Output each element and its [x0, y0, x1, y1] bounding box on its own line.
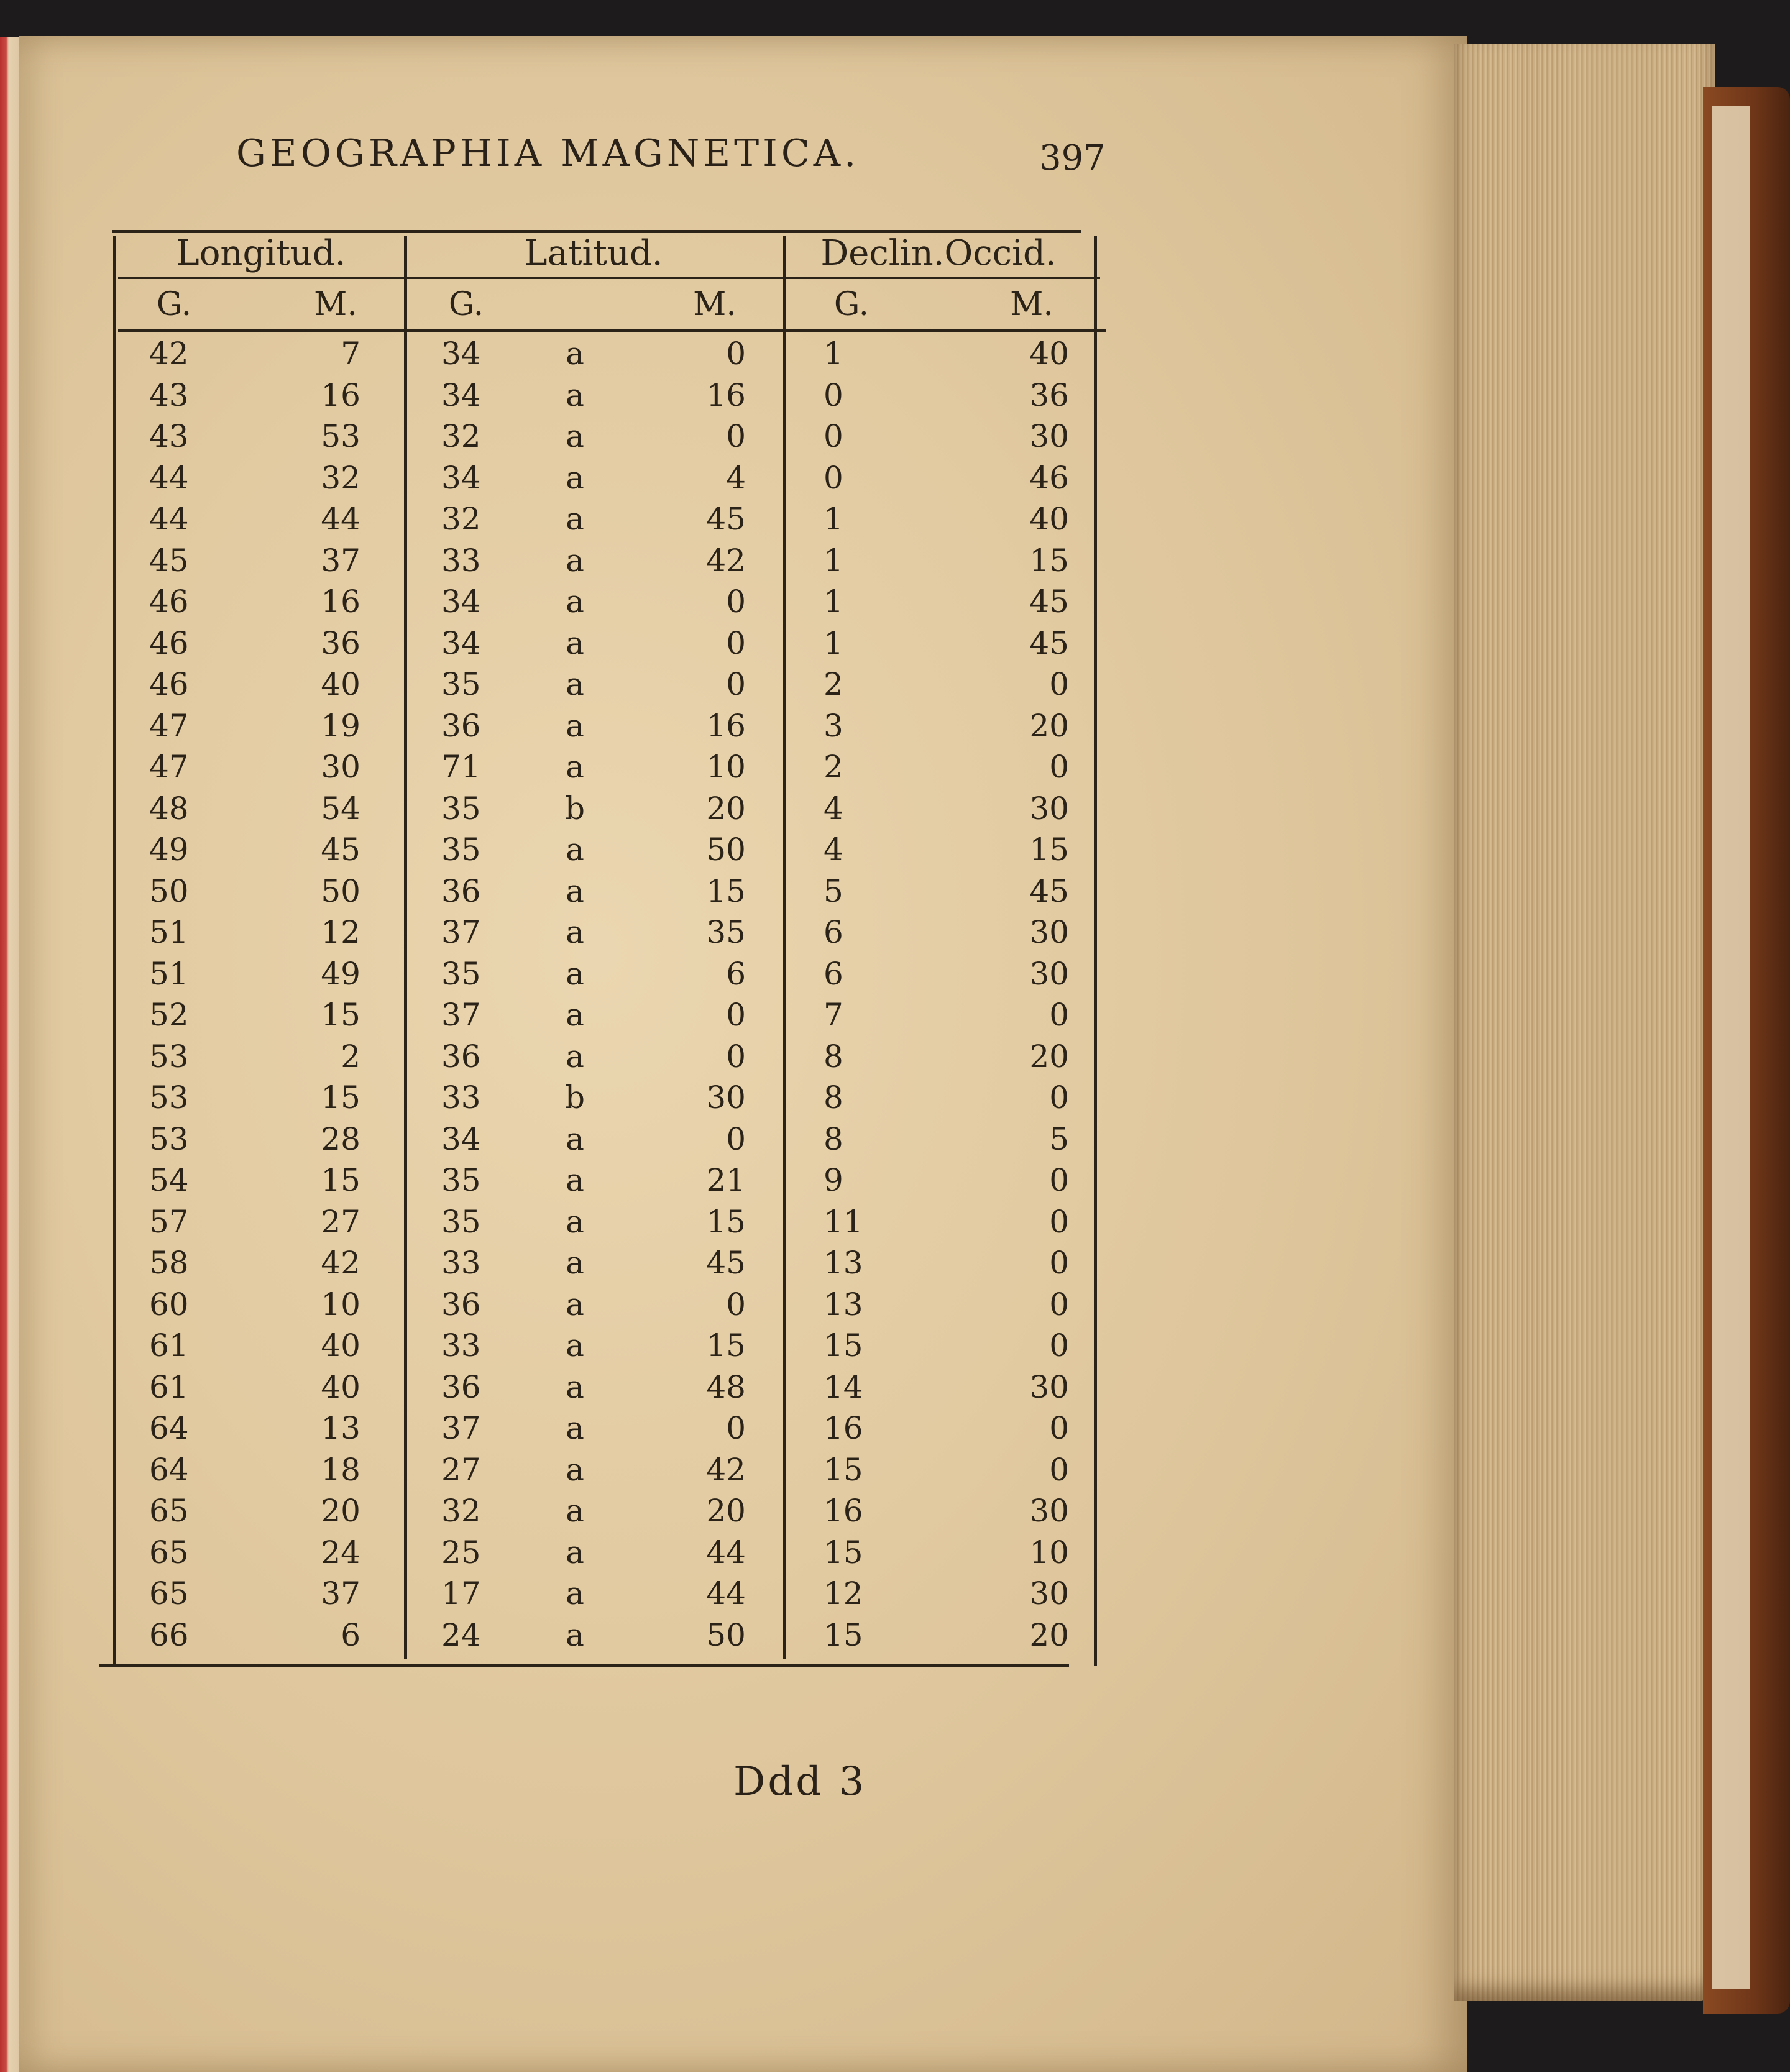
cell-longitude-m: 50 [321, 873, 360, 909]
cell-latitude-g: 36 [441, 707, 481, 744]
cell-declination-g: 6 [824, 955, 843, 992]
cell-declination-m: 5 [1049, 1121, 1069, 1157]
cell-declination-g: 7 [824, 997, 843, 1033]
cell-latitude-m: 0 [726, 666, 746, 702]
cell-longitude-m: 27 [321, 1203, 360, 1240]
cell-latitude-g: 36 [441, 1286, 481, 1323]
cell-declination-m: 0 [1049, 1203, 1069, 1240]
cell-longitude-g: 53 [149, 1080, 189, 1116]
cell-longitude-g: 46 [149, 666, 189, 702]
cell-latitude-m: 42 [706, 542, 746, 579]
header-longitude: Longitud. [176, 233, 346, 273]
cell-latitude-g: 33 [441, 1245, 481, 1281]
cell-latitude-g: 24 [441, 1616, 481, 1653]
header-latitude: Latitud. [524, 233, 663, 273]
table-row [99, 1121, 1119, 1163]
cell-latitude-m: 0 [726, 584, 746, 620]
cell-latitude-g: 35 [441, 1203, 481, 1240]
cell-declination-m: 0 [1049, 1451, 1069, 1488]
declination-table [99, 224, 1119, 1678]
cell-latitude-m: 10 [706, 749, 746, 785]
cell-longitude-g: 52 [149, 997, 189, 1033]
cell-longitude-m: 32 [321, 459, 360, 496]
subheader-declination-g: G. [833, 286, 870, 323]
cell-latitude-g: 35 [441, 1162, 481, 1198]
cell-longitude-m: 6 [341, 1616, 360, 1653]
cell-declination-g: 9 [824, 1162, 843, 1198]
cell-declination-g: 8 [824, 1038, 843, 1075]
cell-longitude-g: 65 [149, 1534, 189, 1570]
cell-declination-m: 20 [1029, 1616, 1069, 1653]
cell-declination-m: 0 [1049, 1410, 1069, 1446]
table-row [99, 1369, 1119, 1411]
cell-declination-m: 0 [1049, 997, 1069, 1033]
cell-declination-m: 30 [1029, 955, 1069, 992]
cell-latitude-m: 6 [726, 955, 746, 992]
cell-declination-g: 1 [824, 542, 843, 579]
cell-declination-g: 15 [824, 1534, 863, 1570]
cell-latitude-hemisphere: a [566, 1616, 584, 1653]
cell-latitude-g: 35 [441, 955, 481, 992]
table-row [99, 708, 1119, 749]
cell-latitude-hemisphere: a [566, 584, 584, 620]
cell-latitude-m: 0 [726, 625, 746, 661]
table-row [99, 1493, 1119, 1534]
cell-longitude-g: 43 [149, 418, 189, 454]
cell-longitude-m: 42 [321, 1245, 360, 1281]
cell-declination-g: 1 [824, 584, 843, 620]
cell-declination-m: 30 [1029, 1368, 1069, 1405]
cell-declination-g: 16 [824, 1410, 863, 1446]
cell-declination-g: 4 [824, 790, 843, 827]
cell-longitude-g: 60 [149, 1286, 189, 1323]
table-row [99, 418, 1119, 460]
cell-longitude-g: 58 [149, 1245, 189, 1281]
table-row [99, 377, 1119, 419]
cell-latitude-g: 34 [441, 625, 481, 661]
cell-declination-g: 13 [824, 1286, 863, 1323]
cell-declination-g: 12 [824, 1575, 863, 1611]
subheader-latitude-g: G. [448, 286, 484, 323]
cell-longitude-g: 65 [149, 1493, 189, 1529]
cell-longitude-m: 37 [321, 542, 360, 579]
cell-latitude-hemisphere: a [566, 459, 584, 496]
group-rule [118, 277, 1100, 279]
cell-latitude-hemisphere: a [566, 1534, 584, 1570]
page-number: 397 [1039, 138, 1106, 178]
subheader-latitude-m: M. [693, 286, 737, 323]
cell-latitude-hemisphere: b [564, 790, 585, 827]
table-bottom-rule [99, 1664, 1069, 1667]
cell-latitude-m: 21 [706, 1162, 746, 1198]
table-row [99, 832, 1119, 873]
cell-longitude-g: 45 [149, 542, 189, 579]
cell-longitude-g: 48 [149, 790, 189, 827]
cell-longitude-g: 46 [149, 625, 189, 661]
cell-longitude-g: 53 [149, 1121, 189, 1157]
table-row [99, 1575, 1119, 1617]
cell-declination-g: 3 [824, 707, 843, 744]
cell-latitude-hemisphere: a [566, 749, 584, 785]
cell-latitude-g: 33 [441, 542, 481, 579]
cell-latitude-m: 20 [706, 790, 746, 827]
cell-latitude-m: 15 [706, 1327, 746, 1364]
cell-declination-m: 0 [1049, 1162, 1069, 1198]
table-body [99, 336, 1119, 1658]
cell-declination-m: 10 [1029, 1534, 1069, 1570]
cell-longitude-m: 45 [321, 832, 360, 868]
page-stack-edge [1454, 44, 1715, 2001]
cell-declination-g: 0 [824, 459, 843, 496]
cell-longitude-m: 20 [321, 1493, 360, 1529]
table-row [99, 1327, 1119, 1369]
cell-latitude-g: 17 [441, 1575, 481, 1611]
cell-latitude-hemisphere: a [566, 336, 584, 372]
cell-latitude-g: 32 [441, 501, 481, 537]
cell-latitude-m: 0 [726, 418, 746, 454]
table-row [99, 791, 1119, 832]
cell-latitude-hemisphere: a [566, 1410, 584, 1446]
cell-latitude-hemisphere: a [566, 997, 584, 1033]
cell-latitude-hemisphere: a [566, 1203, 584, 1240]
table-row [99, 1038, 1119, 1080]
cell-longitude-g: 47 [149, 707, 189, 744]
cell-latitude-m: 15 [706, 1203, 746, 1240]
cell-longitude-m: 40 [321, 1368, 360, 1405]
cell-declination-g: 0 [824, 377, 843, 413]
cell-declination-m: 46 [1029, 459, 1069, 496]
cell-longitude-g: 43 [149, 377, 189, 413]
cell-longitude-g: 42 [149, 336, 189, 372]
cell-latitude-hemisphere: a [566, 1162, 584, 1198]
cell-latitude-g: 35 [441, 666, 481, 702]
cell-latitude-m: 44 [706, 1534, 746, 1570]
cell-declination-m: 30 [1029, 1493, 1069, 1529]
cell-longitude-g: 54 [149, 1162, 189, 1198]
cell-longitude-g: 66 [149, 1616, 189, 1653]
signature-mark: Ddd 3 [733, 1759, 867, 1805]
cell-latitude-g: 37 [441, 914, 481, 950]
cell-latitude-hemisphere: a [566, 1286, 584, 1323]
table-row [99, 1617, 1119, 1659]
subheader-declination-m: M. [1010, 286, 1053, 323]
cell-latitude-m: 0 [726, 1038, 746, 1075]
cell-longitude-m: 53 [321, 418, 360, 454]
cell-declination-m: 30 [1029, 914, 1069, 950]
cell-longitude-g: 53 [149, 1038, 189, 1075]
cell-latitude-m: 50 [706, 832, 746, 868]
cell-longitude-g: 49 [149, 832, 189, 868]
cell-declination-m: 15 [1029, 832, 1069, 868]
cell-declination-m: 30 [1029, 1575, 1069, 1611]
cell-declination-g: 5 [824, 873, 843, 909]
cell-latitude-g: 32 [441, 1493, 481, 1529]
cell-longitude-m: 30 [321, 749, 360, 785]
cell-declination-m: 0 [1049, 1080, 1069, 1116]
cell-latitude-hemisphere: a [566, 1121, 584, 1157]
cell-latitude-g: 25 [441, 1534, 481, 1570]
cell-longitude-g: 51 [149, 914, 189, 950]
cell-declination-m: 0 [1049, 1327, 1069, 1364]
cell-latitude-g: 71 [441, 749, 481, 785]
cell-longitude-g: 64 [149, 1410, 189, 1446]
cell-longitude-g: 64 [149, 1451, 189, 1488]
cell-longitude-m: 36 [321, 625, 360, 661]
cell-latitude-g: 34 [441, 584, 481, 620]
cell-latitude-hemisphere: a [566, 1575, 584, 1611]
cell-latitude-m: 42 [706, 1451, 746, 1488]
cell-longitude-m: 40 [321, 666, 360, 702]
cell-declination-g: 11 [824, 1203, 863, 1240]
cell-longitude-m: 16 [321, 584, 360, 620]
cell-longitude-m: 15 [321, 997, 360, 1033]
cell-longitude-m: 7 [341, 336, 360, 372]
cell-declination-m: 40 [1029, 501, 1069, 537]
cell-declination-g: 4 [824, 832, 843, 868]
cell-longitude-m: 19 [321, 707, 360, 744]
cell-declination-m: 36 [1029, 377, 1069, 413]
cell-latitude-g: 37 [441, 1410, 481, 1446]
cell-latitude-hemisphere: a [566, 707, 584, 744]
cell-declination-g: 1 [824, 625, 843, 661]
cell-declination-m: 0 [1049, 1286, 1069, 1323]
cell-latitude-hemisphere: a [566, 625, 584, 661]
cell-latitude-m: 0 [726, 1410, 746, 1446]
cell-declination-g: 2 [824, 749, 843, 785]
cell-latitude-m: 16 [706, 377, 746, 413]
cell-declination-m: 40 [1029, 336, 1069, 372]
cell-latitude-hemisphere: a [566, 666, 584, 702]
cell-latitude-hemisphere: a [566, 955, 584, 992]
table-row [99, 501, 1119, 543]
cell-latitude-g: 37 [441, 997, 481, 1033]
cell-longitude-g: 57 [149, 1203, 189, 1240]
cell-longitude-m: 16 [321, 377, 360, 413]
table-row [99, 1410, 1119, 1452]
table-row [99, 1534, 1119, 1576]
cell-latitude-hemisphere: a [566, 873, 584, 909]
table-row [99, 997, 1119, 1038]
header-declination: Declin.Occid. [820, 233, 1057, 273]
cell-declination-g: 15 [824, 1451, 863, 1488]
cell-longitude-m: 18 [321, 1451, 360, 1488]
cell-declination-m: 30 [1029, 790, 1069, 827]
cell-declination-g: 14 [824, 1368, 863, 1405]
cell-declination-g: 16 [824, 1493, 863, 1529]
cell-latitude-hemisphere: a [566, 501, 584, 537]
cell-latitude-hemisphere: a [566, 1493, 584, 1529]
cell-longitude-m: 49 [321, 955, 360, 992]
cell-latitude-hemisphere: b [564, 1080, 585, 1116]
cell-latitude-m: 20 [706, 1493, 746, 1529]
cell-latitude-hemisphere: a [566, 1327, 584, 1364]
table-row [99, 1162, 1119, 1204]
cell-declination-g: 0 [824, 418, 843, 454]
cell-longitude-m: 24 [321, 1534, 360, 1570]
cell-longitude-m: 44 [321, 501, 360, 537]
cell-latitude-m: 45 [706, 1245, 746, 1281]
cell-latitude-m: 0 [726, 336, 746, 372]
cell-latitude-hemisphere: a [566, 1038, 584, 1075]
cell-longitude-m: 10 [321, 1286, 360, 1323]
cell-longitude-m: 12 [321, 914, 360, 950]
cell-latitude-m: 15 [706, 873, 746, 909]
table-row [99, 1204, 1119, 1245]
cell-declination-g: 2 [824, 666, 843, 702]
cell-longitude-m: 2 [341, 1038, 360, 1075]
cell-longitude-g: 65 [149, 1575, 189, 1611]
cell-latitude-m: 50 [706, 1616, 746, 1653]
table-row [99, 749, 1119, 791]
cell-latitude-g: 34 [441, 336, 481, 372]
cell-longitude-m: 40 [321, 1327, 360, 1364]
cell-latitude-g: 36 [441, 873, 481, 909]
table-row [99, 336, 1119, 377]
cell-latitude-g: 32 [441, 418, 481, 454]
cell-latitude-g: 34 [441, 377, 481, 413]
cell-latitude-hemisphere: a [566, 832, 584, 868]
subheader-rule [118, 329, 1106, 332]
cell-latitude-g: 34 [441, 1121, 481, 1157]
cell-latitude-g: 27 [441, 1451, 481, 1488]
cell-latitude-hemisphere: a [566, 1368, 584, 1405]
cell-latitude-g: 36 [441, 1368, 481, 1405]
cell-latitude-m: 45 [706, 501, 746, 537]
table-row [99, 1452, 1119, 1493]
cell-latitude-g: 35 [441, 790, 481, 827]
cell-declination-g: 13 [824, 1245, 863, 1281]
cell-longitude-g: 44 [149, 459, 189, 496]
cell-latitude-m: 16 [706, 707, 746, 744]
cell-latitude-m: 35 [706, 914, 746, 950]
cell-declination-m: 20 [1029, 707, 1069, 744]
cell-declination-m: 0 [1049, 1245, 1069, 1281]
cell-longitude-g: 61 [149, 1327, 189, 1364]
cell-declination-m: 45 [1029, 625, 1069, 661]
cell-declination-g: 15 [824, 1616, 863, 1653]
subheader-longitude-m: M. [314, 286, 357, 323]
cell-latitude-g: 34 [441, 459, 481, 496]
cell-latitude-g: 33 [441, 1080, 481, 1116]
cell-declination-m: 0 [1049, 749, 1069, 785]
cell-longitude-g: 44 [149, 501, 189, 537]
cell-longitude-m: 37 [321, 1575, 360, 1611]
cell-latitude-g: 35 [441, 832, 481, 868]
cell-longitude-m: 28 [321, 1121, 360, 1157]
table-row [99, 956, 1119, 997]
cell-declination-g: 1 [824, 501, 843, 537]
cell-declination-g: 8 [824, 1080, 843, 1116]
cell-longitude-g: 61 [149, 1368, 189, 1405]
cell-longitude-g: 47 [149, 749, 189, 785]
cell-declination-m: 15 [1029, 542, 1069, 579]
cell-latitude-m: 0 [726, 1286, 746, 1323]
cell-declination-m: 0 [1049, 666, 1069, 702]
cell-declination-m: 20 [1029, 1038, 1069, 1075]
cell-longitude-m: 13 [321, 1410, 360, 1446]
cell-latitude-m: 44 [706, 1575, 746, 1611]
cell-latitude-hemisphere: a [566, 542, 584, 579]
cell-declination-m: 45 [1029, 584, 1069, 620]
cell-latitude-g: 36 [441, 1038, 481, 1075]
cell-longitude-g: 46 [149, 584, 189, 620]
table-row [99, 584, 1119, 625]
table-row [99, 543, 1119, 584]
cover-inner-edge [1712, 106, 1750, 1989]
table-row [99, 625, 1119, 667]
cell-latitude-hemisphere: a [566, 418, 584, 454]
cell-declination-m: 30 [1029, 418, 1069, 454]
cell-longitude-m: 15 [321, 1162, 360, 1198]
cell-longitude-g: 51 [149, 955, 189, 992]
subheader-longitude-g: G. [156, 286, 192, 323]
cell-declination-g: 8 [824, 1121, 843, 1157]
cell-latitude-m: 48 [706, 1368, 746, 1405]
cell-declination-m: 45 [1029, 873, 1069, 909]
cell-latitude-m: 30 [706, 1080, 746, 1116]
cell-declination-g: 6 [824, 914, 843, 950]
table-row [99, 1080, 1119, 1121]
cell-latitude-m: 0 [726, 997, 746, 1033]
table-row [99, 1286, 1119, 1328]
cell-latitude-g: 33 [441, 1327, 481, 1364]
cell-declination-g: 15 [824, 1327, 863, 1364]
cell-longitude-g: 50 [149, 873, 189, 909]
cell-latitude-m: 0 [726, 1121, 746, 1157]
table-row [99, 460, 1119, 502]
table-row [99, 1245, 1119, 1286]
cell-latitude-hemisphere: a [566, 914, 584, 950]
cell-longitude-m: 54 [321, 790, 360, 827]
cell-latitude-m: 4 [726, 459, 746, 496]
table-row [99, 914, 1119, 956]
running-head: GEOGRAPHIA MAGNETICA. [236, 132, 860, 175]
cell-declination-g: 1 [824, 336, 843, 372]
cell-longitude-m: 15 [321, 1080, 360, 1116]
table-row [99, 873, 1119, 915]
cell-latitude-hemisphere: a [566, 377, 584, 413]
table-row [99, 666, 1119, 708]
cell-latitude-hemisphere: a [566, 1245, 584, 1281]
cell-latitude-hemisphere: a [566, 1451, 584, 1488]
